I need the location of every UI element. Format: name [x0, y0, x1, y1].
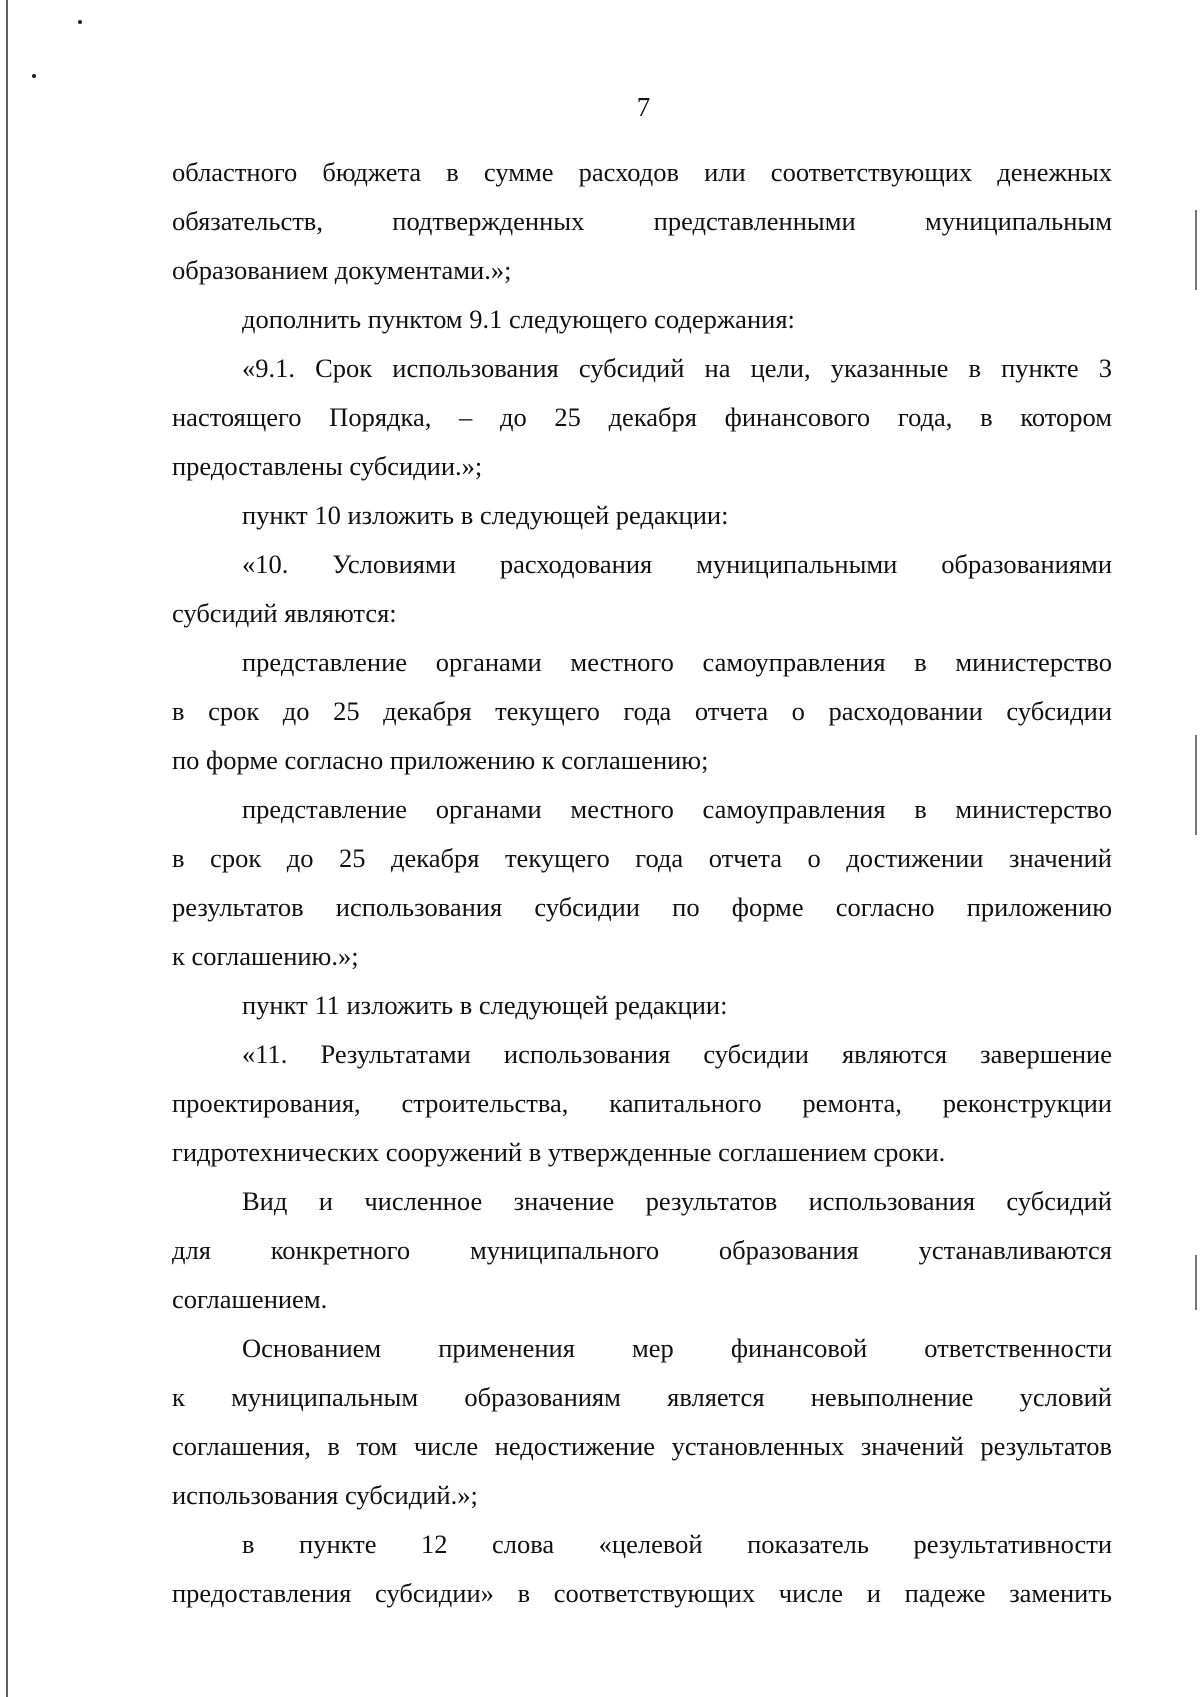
text-line: в срок до 25 декабря текущего года отчета о расходовании субсидии — [172, 696, 1112, 726]
text-line: результатов использования субсидии по форме согласно приложению — [172, 892, 1112, 922]
text-line: предоставления субсидии» в соответствующих числе и падеже заменить — [172, 1578, 1112, 1608]
text-line: образованием документами.»; — [172, 255, 512, 285]
scan-margin-mark — [1195, 210, 1197, 290]
text-line: «10. Условиями расходования муниципальными образованиями — [242, 549, 1112, 579]
text-line: дополнить пунктом 9.1 следующего содержания: — [242, 304, 795, 334]
text-line: соглашения, в том числе недостижение установленных значений результатов — [172, 1431, 1112, 1461]
text-line: к муниципальным образованиям является невыполнение условий — [172, 1382, 1112, 1412]
text-line: в срок до 25 декабря текущего года отчета о достижении значений — [172, 843, 1112, 873]
text-line: использования субсидий.»; — [172, 1480, 478, 1510]
text-line: Вид и численное значение результатов использования субсидий — [242, 1186, 1112, 1216]
text-line: гидротехнических сооружений в утвержденные соглашением сроки. — [172, 1137, 946, 1167]
scan-margin-mark — [1195, 735, 1197, 835]
text-line: предоставлены субсидии.»; — [172, 451, 483, 481]
scan-margin-mark — [1195, 1255, 1197, 1310]
text-line: представление органами местного самоуправления в министерство — [242, 647, 1112, 677]
page-number: 7 — [636, 92, 651, 122]
text-line: соглашением. — [172, 1284, 328, 1314]
text-line: пункт 11 изложить в следующей редакции: — [242, 990, 728, 1020]
text-line: к соглашению.»; — [172, 941, 359, 971]
text-line: в пункте 12 слова «целевой показатель результативности — [242, 1529, 1112, 1559]
text-line: для конкретного муниципального образования устанавливаются — [172, 1235, 1112, 1265]
text-line: обязательств, подтвержденных представленными муниципальным — [172, 206, 1112, 236]
text-line: по форме согласно приложению к соглашению; — [172, 745, 709, 775]
text-line: областного бюджета в сумме расходов или соответствующих денежных — [172, 157, 1112, 187]
scan-speck — [78, 20, 82, 24]
text-line: проектирования, строительства, капитального ремонта, реконструкции — [172, 1088, 1112, 1118]
scan-speck — [32, 74, 36, 78]
text-line: «9.1. Срок использования субсидий на цели, указанные в пункте 3 — [242, 353, 1112, 383]
text-line: «11. Результатами использования субсидии являются завершение — [242, 1039, 1112, 1069]
scan-page-edge — [6, 0, 8, 1697]
text-line: пункт 10 изложить в следующей редакции: — [242, 500, 729, 530]
text-line: Основанием применения мер финансовой ответственности — [242, 1333, 1112, 1363]
text-line: представление органами местного самоуправления в министерство — [242, 794, 1112, 824]
text-line: настоящего Порядка, – до 25 декабря финансового года, в котором — [172, 402, 1112, 432]
text-line: субсидий являются: — [172, 598, 397, 628]
document-body — [172, 148, 1112, 1618]
